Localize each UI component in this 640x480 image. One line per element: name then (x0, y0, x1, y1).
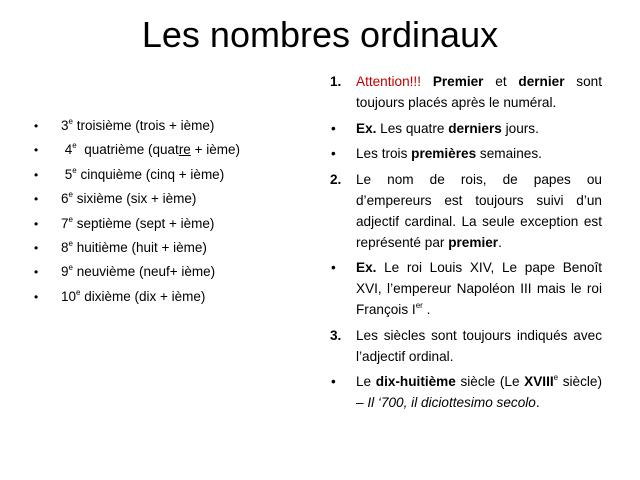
ordinal-suffix: e (68, 214, 73, 224)
example-4 (330, 372, 602, 414)
bullet-icon: • (34, 216, 39, 231)
example-text: jours. (501, 120, 539, 136)
example-text: Le roi Louis XIV, Le pape Benoît XVI, l’empereur Napoléon III mais le roi François I (356, 260, 602, 317)
ordinal-number: 6 (61, 191, 69, 207)
ordinal-text: huitième (huit + ième) (76, 239, 207, 255)
ordinal-text: cinquième (cinq + ième) (80, 166, 225, 182)
example-label: Ex. (356, 260, 377, 276)
ordinal-number: 7 (61, 215, 69, 231)
example-text: Les quatre (376, 120, 449, 136)
bullet-icon: • (331, 374, 336, 390)
list-item (34, 138, 304, 162)
ordinal-number: 5 (64, 166, 73, 182)
ordinal-suffix: e (72, 165, 77, 175)
rules-column (330, 72, 602, 419)
ordinal-suffix: e (68, 190, 73, 200)
rule-text: et (483, 74, 519, 89)
ordinal-number: 9 (61, 264, 69, 280)
example-text: Le (356, 374, 376, 390)
ordinal-text: quatrième (quat (84, 142, 179, 158)
rule-number: 3. (330, 327, 342, 343)
rule-text: Les siècles sont toujours indiqués avec l’adjectif ordinal. (356, 327, 602, 364)
example-text: siècle (Le (455, 374, 525, 390)
bullet-icon: • (34, 167, 39, 182)
ordinal-text-end: + ième) (190, 142, 240, 158)
rule-text: sont toujours placés après le numéral. (356, 74, 602, 110)
bold-word: XVIII (524, 374, 554, 390)
bullet-icon: • (331, 146, 336, 162)
ordinal-text: septième (sept + ième) (76, 215, 215, 231)
ordinal-suffix: e (68, 238, 73, 248)
bullet-icon: • (34, 289, 39, 304)
bold-word: Premier (432, 74, 484, 89)
rule-3 (330, 326, 602, 368)
bold-word: dernier (518, 74, 565, 89)
rule-number: 1. (330, 74, 342, 89)
rule-text: Le nom de rois, de papes ou d’empereurs est toujours suivi d’un adjectif cardinal. La seule exception est représenté par (356, 172, 602, 250)
ordinal-list (34, 114, 304, 309)
example-3 (330, 258, 602, 320)
bullet-icon: • (34, 240, 39, 255)
ordinal-suffix: e (72, 141, 77, 151)
bullet-icon: • (34, 265, 39, 280)
attention-text: Attention!!! (356, 74, 421, 89)
example-2 (330, 144, 602, 165)
bullet-icon: • (34, 192, 39, 207)
example-1 (330, 119, 602, 140)
example-label: Ex. (356, 120, 377, 136)
ordinal-text: sixième (six + ième) (76, 191, 197, 207)
ordinal-text-underlined: re (178, 142, 191, 158)
list-item (34, 163, 304, 187)
bullet-icon: • (34, 119, 39, 133)
list-item (34, 114, 304, 138)
example-text: . (422, 301, 431, 317)
bold-word: premier (448, 234, 499, 250)
ordinal-text: troisième (trois + ième) (76, 118, 215, 133)
list-item (34, 260, 304, 284)
example-text: semaines. (476, 146, 542, 162)
ordinal-suffix: e (68, 117, 73, 126)
list-item (34, 187, 304, 211)
slide-title: Les nombres ordinaux (141, 14, 499, 55)
list-item (34, 236, 304, 260)
ordinal-suffix: e (68, 263, 73, 273)
bold-word: premières (411, 146, 477, 162)
rule-number: 2. (330, 172, 342, 188)
example-text: . (535, 395, 540, 411)
rule-2 (330, 170, 602, 253)
bullet-icon: • (331, 260, 336, 276)
bold-word: dix-huitième (375, 374, 456, 390)
italian-translation: Il ‘700, il diciottesimo secolo (367, 395, 536, 411)
bullet-icon: • (331, 120, 336, 136)
ordinal-number: 8 (61, 239, 69, 255)
bullet-icon: • (34, 143, 39, 158)
example-text: Les trois (356, 146, 412, 162)
ordinal-suffix: er (415, 300, 423, 310)
rule-text: . (498, 234, 502, 250)
bold-word: derniers (448, 120, 502, 136)
ordinal-number: 4 (64, 142, 73, 158)
ordinal-text: dixième (dix + ième) (84, 288, 206, 304)
ordinal-number: 10 (61, 288, 77, 304)
rule-1 (330, 72, 602, 114)
ordinal-text: neuvième (neuf+ ième) (76, 264, 216, 280)
ordinal-suffix: e (76, 287, 81, 297)
example-text: siècle) – (356, 374, 602, 411)
list-item (34, 285, 304, 309)
list-item (34, 212, 304, 236)
ordinal-suffix: e (553, 373, 559, 383)
ordinal-number: 3 (61, 118, 69, 133)
